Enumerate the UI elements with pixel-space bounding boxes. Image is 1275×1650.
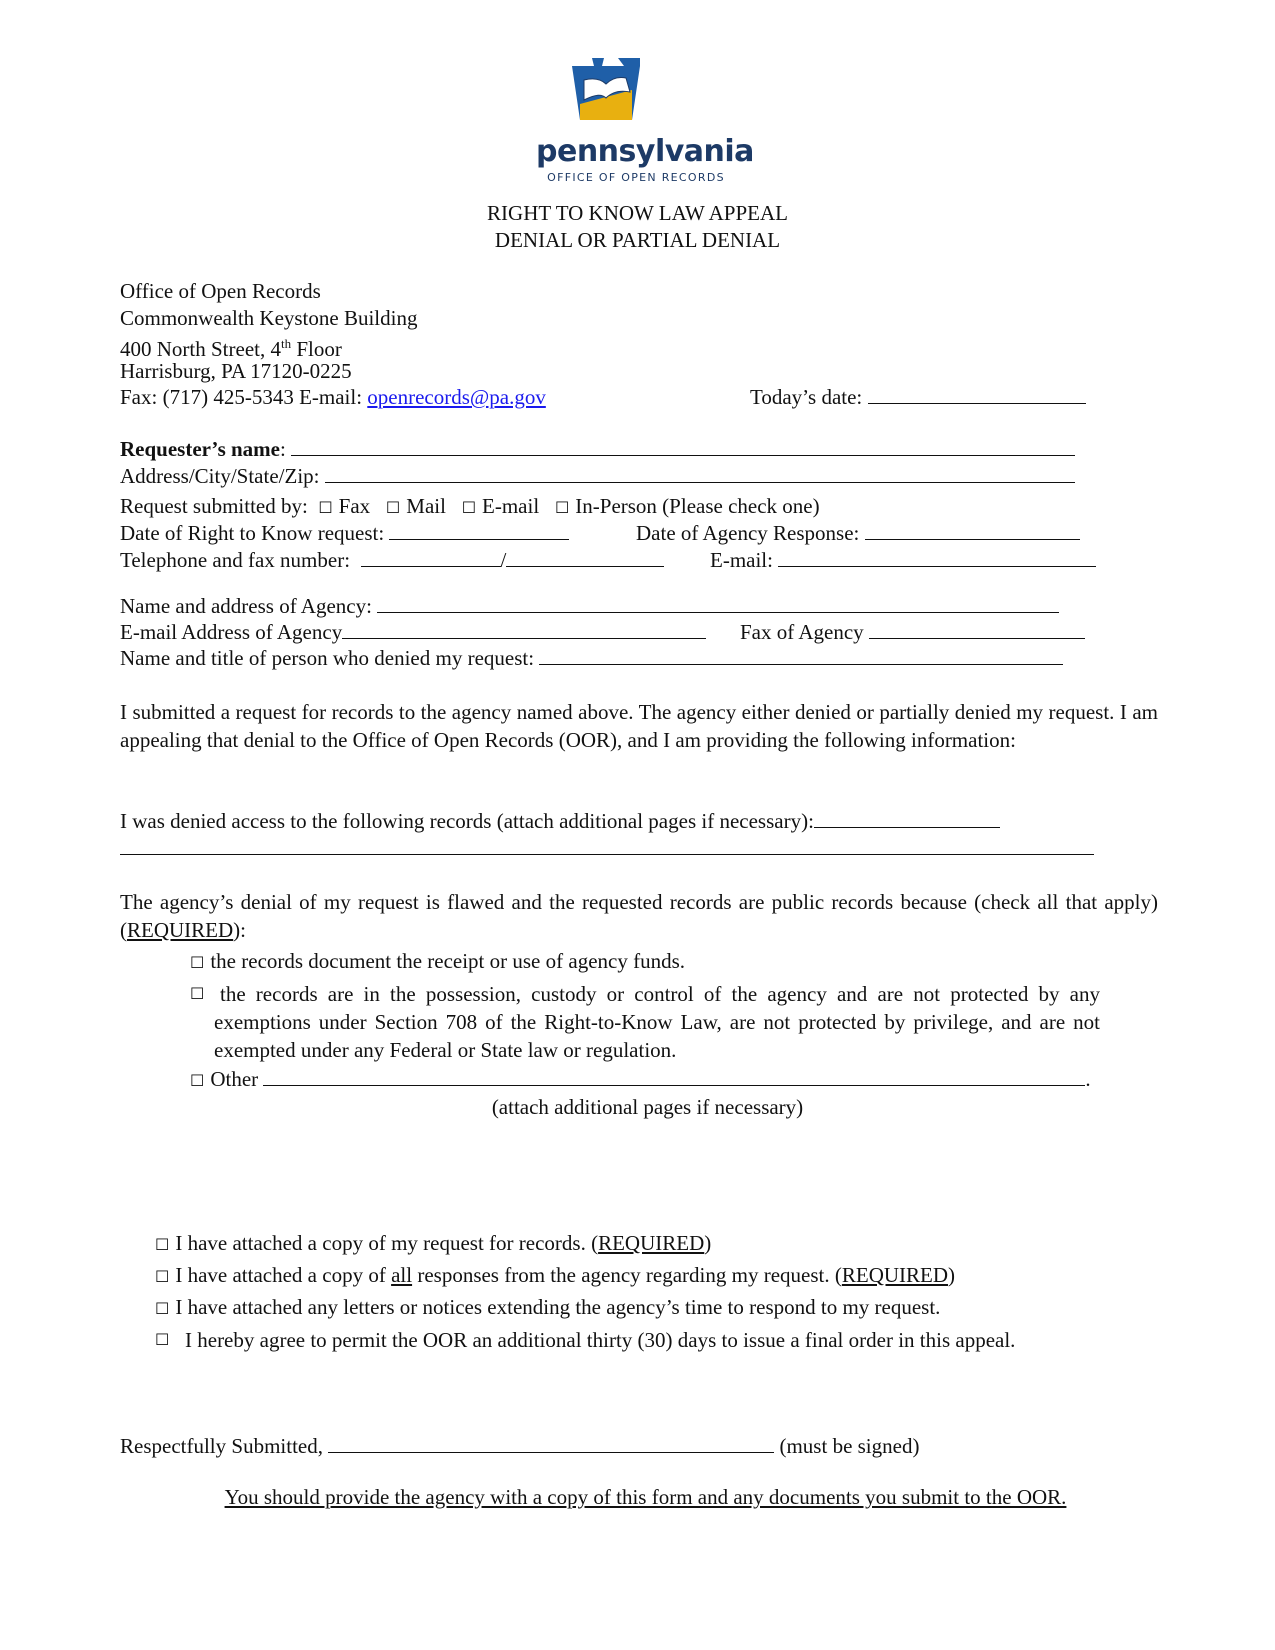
label: Date of Agency Response:	[636, 521, 860, 545]
form-subtitle: DENIAL OR PARTIAL DENIAL	[494, 228, 781, 252]
email-link[interactable]: openrecords@pa.gov	[367, 385, 546, 409]
intro-paragraph: I submitted a request for records to the agency named above. The agency either denied or partially denied my request. I am appealing that denial to the Office of Open Records (OOR), and I am providing the following information:	[120, 700, 1158, 752]
label: Date of Right to Know request:	[120, 521, 385, 545]
l: E-mail	[482, 494, 540, 518]
fax-email-label: Fax: (717) 425-5343 E-mail:	[120, 385, 368, 409]
label: E-mail Address of Agency	[120, 620, 343, 644]
l: In-Person (Please check one)	[575, 494, 820, 518]
address-line: Commonwealth Keystone Building	[120, 306, 418, 330]
c: )	[948, 1263, 956, 1287]
label: Request submitted by:	[120, 494, 308, 518]
text: The agency’s denial of my request is flawed and the requested records are public records because (check all that apply) (	[120, 890, 1158, 942]
label: Address/City/State/Zip:	[120, 464, 320, 488]
label: E-mail:	[710, 548, 773, 572]
c: )	[704, 1231, 712, 1255]
label: I have attached a copy of	[175, 1263, 392, 1287]
denied-records-field[interactable]	[120, 808, 1000, 834]
pa-oor-logo	[536, 56, 754, 184]
denier-field[interactable]	[120, 645, 1063, 671]
label: I hereby agree to permit the OOR an additional thirty (30) days to issue a final order in this appeal.	[185, 1328, 1016, 1352]
attach-request-checkbox[interactable]: ☐ I have attached a copy of my request for records. (REQUIRED)	[155, 1231, 712, 1255]
reason-checkbox-other[interactable]: ☐ Other .	[190, 1067, 1091, 1091]
checkbox-in-person[interactable]: ☐ In-Person (Please check one)	[554, 494, 820, 518]
todays-date-field[interactable]	[750, 384, 1086, 410]
checkbox-email[interactable]: ☐ E-mail	[461, 494, 540, 518]
label: responses from the agency regarding my request. (	[412, 1263, 842, 1287]
floor: Floor	[291, 337, 342, 361]
street: 400 North Street, 4	[120, 337, 281, 361]
label: the records document the receipt or use of agency funds.	[210, 949, 685, 973]
label: I have attached any letters or notices extending the agency’s time to respond to my request.	[175, 1295, 941, 1319]
denied-records-line2[interactable]	[120, 835, 1094, 861]
label: Fax of Agency	[740, 620, 864, 644]
agency-fax-field[interactable]	[740, 619, 1085, 645]
agency-name-field[interactable]	[120, 593, 1059, 619]
date-request-field[interactable]	[120, 520, 569, 546]
all: all	[391, 1263, 413, 1287]
phone-fax-field[interactable]: Telephone and fax number: /	[120, 547, 664, 573]
keystone-book-icon	[536, 56, 736, 126]
label: I have attached a copy of my request for records. (	[175, 1231, 599, 1255]
required: REQUIRED	[598, 1231, 705, 1255]
sup: th	[280, 336, 292, 351]
l: Fax	[338, 494, 371, 518]
label: Telephone and fax number:	[120, 548, 351, 572]
l: Mail	[406, 494, 446, 518]
label: Requester’s name	[120, 437, 280, 461]
address-line: Office of Open Records	[120, 279, 321, 303]
flawed-paragraph	[120, 888, 1158, 944]
requester-name-field[interactable]: Requester’s name:	[120, 436, 1075, 462]
label: Name and address of Agency:	[120, 594, 372, 618]
agency-email-field[interactable]	[120, 619, 706, 645]
label: Name and title of person who denied my request:	[120, 646, 535, 670]
label: Other	[210, 1067, 259, 1091]
footer-note	[8, 1484, 1275, 1510]
reason-checkbox-possession[interactable]: ☐ the records are in the possession, custody or control of the agency and are not protected by any exemptions under Section 708 of the Right-to-Know Law, are not protected by privilege, and are not exempted under any Federal or State law or regulation.	[190, 982, 1100, 1062]
label: Today’s date:	[750, 385, 863, 409]
must-sign-note: (must be signed)	[779, 1434, 920, 1458]
checkbox-fax[interactable]: ☐ Fax	[318, 494, 371, 518]
submitted-by-group	[120, 493, 820, 521]
label: the records are in the possession, custody or control of the agency and are not protected by any exemptions under Section 708 of the Right-to-Know Law, are not protected by privilege, and are not exempted under any Federal or State law or regulation.	[214, 982, 1100, 1062]
address-line: Harrisburg, PA 17120-0225	[120, 359, 352, 383]
required: REQUIRED	[127, 918, 234, 942]
checkbox-mail[interactable]: ☐ Mail	[385, 494, 446, 518]
form-title: RIGHT TO KNOW LAW APPEAL	[487, 201, 788, 225]
agree-extension-checkbox[interactable]: ☐ I hereby agree to permit the OOR an additional thirty (30) days to issue a final order in this appeal.	[155, 1326, 1055, 1354]
date-response-field[interactable]	[636, 520, 1080, 546]
required: REQUIRED	[841, 1263, 949, 1287]
text: ):	[233, 918, 246, 942]
label: Respectfully Submitted,	[120, 1434, 323, 1458]
label: I was denied access to the following records (attach additional pages if necessary):	[120, 809, 814, 833]
footer-text: You should provide the agency with a copy of this form and any documents you submit to the OOR.	[224, 1485, 1067, 1509]
logo-subtitle: OFFICE OF OPEN RECORDS	[547, 171, 725, 184]
attach-note: (attach additional pages if necessary)	[491, 1095, 804, 1119]
attach-responses-checkbox[interactable]: ☐ I have attached a copy of all responses from the agency regarding my request. (REQUIRED)	[155, 1263, 956, 1287]
signature-field[interactable]	[120, 1433, 919, 1459]
attach-extensions-checkbox[interactable]: ☐ I have attached any letters or notices extending the agency’s time to respond to my request.	[155, 1295, 941, 1319]
email-field[interactable]	[710, 547, 1096, 573]
reason-checkbox-funds[interactable]: ☐ the records document the receipt or use of agency funds.	[190, 949, 685, 973]
logo-brand: pennsylvania	[536, 134, 754, 169]
address-field[interactable]	[120, 463, 1075, 489]
contact-line	[120, 384, 546, 410]
